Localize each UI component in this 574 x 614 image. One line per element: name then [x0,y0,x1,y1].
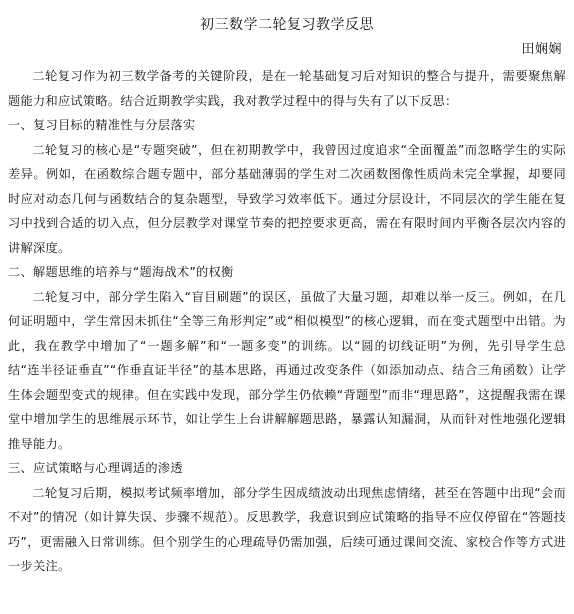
section-3-paragraph: 二轮复习后期，模拟考试频率增加，部分学生因成绩波动出现焦虑情绪，甚至在答题中出现“会而不对”的情况（如计算失误、步骤不规范）。反思教学，我意识到应试策略的指导不应仅停留在“答题技巧”，更需融入日常训练。但个别学生的心理疏导仍需加强，后续可通过课间交流、家校合作等方式进一步关注。 [8,485,566,573]
section-heading-1: 一、复习目标的精准性与分层落实 [8,118,196,132]
author-name: 田娴娴 [521,42,562,57]
intro-paragraph: 二轮复习作为初三数学备考的关键阶段，是在一轮基础复习后对知识的整合与提升，需要聚焦解题能力和应试策略。结合近期教学实践，我对教学过程中的得与失有了以下反思： [8,69,566,108]
section-1-paragraph: 二轮复习的核心是“专题突破”，但在初期教学中，我曾因过度追求“全面覆盖”而忽略学生的实际差异。例如，在函数综合题专题中，部分基础薄弱的学生对二次函数图像性质尚未完全掌握，却要同时应对动态几何与函数结合的复杂题型，导致学习效率低下。通过分层设计，不同层次的学生能在复习中找到合适的切入点，但分层教学对课堂节奏的把控要求更高，需在有限时间内平衡各层次内容的讲解深度。 [8,142,566,255]
document-title: 初三数学二轮复习教学反思 [200,17,374,33]
section-heading-2: 二、解题思维的培养与“题海战术”的权衡 [8,265,234,279]
section-heading-3: 三、应试策略与心理调适的渗透 [8,461,183,475]
section-2-paragraph: 二轮复习中，部分学生陷入“盲目刷题”的误区，虽做了大量习题，却难以举一反三。例如，在几何证明题中，学生常因未抓住“全等三角形判定”或“相似模型”的核心逻辑，而在变式题型中出错。为此，我在教学中增加了“一题多解”和“一题多变”的训练。以“圆的切线证明”为例，先引导学生总结“连半径证垂直”“作垂直证半径”的基本思路，再通过改变条件（如添加动点、结合三角函数）让学生体会题型变式的规律。但在实践中发现，部分学生仍依赖“背题型”而非“理思路”，这提醒我需在课堂中增加学生的思维展示环节，如让学生上台讲解解题思路，暴露认知漏洞，从而针对性地强化逻辑推导能力。 [8,289,566,451]
document-body [8,64,566,579]
